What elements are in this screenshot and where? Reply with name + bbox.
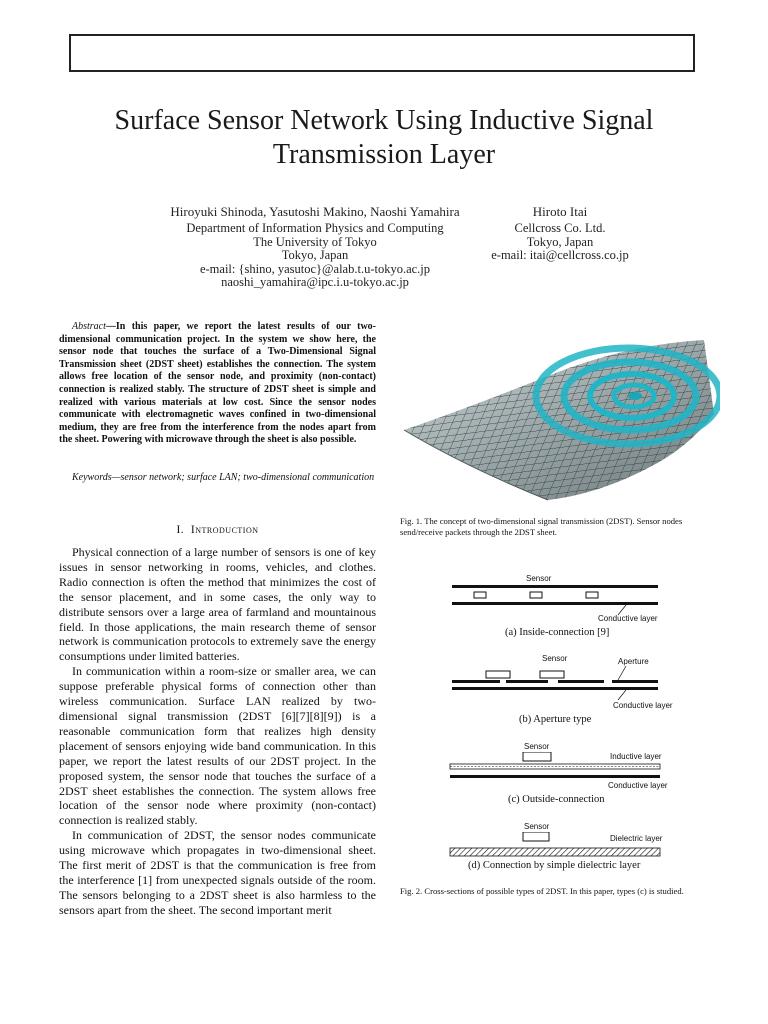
fig2a-sensor-label: Sensor: [526, 574, 552, 583]
author-dept: Department of Information Physics and Computing: [186, 221, 444, 235]
abstract-label: Abstract: [72, 321, 106, 332]
author-names: Hiroyuki Shinoda, Yasutoshi Makino, Naoshi Yamahira: [170, 204, 460, 219]
author-city: Tokyo, Japan: [281, 248, 349, 262]
fig2b-aperture-label: Aperture: [618, 657, 649, 666]
figure-1-caption: Fig. 1. The concept of two-dimensional signal transmission (2DST). Sensor nodes send/receive packets through the 2DST sheet.: [400, 516, 683, 537]
introduction-body: [59, 545, 376, 918]
paper-title-line1: Surface Sensor Network Using Inductive Signal: [114, 105, 654, 136]
fig2c-sensor-label: Sensor: [524, 742, 550, 751]
fig2d-caption: (d) Connection by simple dielectric layer: [468, 860, 641, 871]
author-univ: The University of Tokyo: [253, 234, 377, 249]
fig2b-sensor-label: Sensor: [542, 654, 568, 663]
author-right-company: Cellcross Co. Ltd.: [514, 221, 606, 235]
fig2c-inductive-label: Inductive layer: [610, 752, 662, 761]
author-email1: e-mail: {shino, yasutoc}@alab.t.u-tokyo.ac.jp: [199, 261, 431, 276]
fig2b-layer-label: Conductive layer: [613, 701, 673, 710]
fig2c-layer-label: Conductive layer: [608, 781, 668, 790]
paper-title-line2: Transmission Layer: [272, 139, 496, 170]
section-number: I.: [176, 524, 185, 536]
author-right-email: e-mail: itai@cellcross.co.jp: [491, 248, 629, 262]
fig2d-sensor-label: Sensor: [524, 822, 550, 831]
header-box: [69, 34, 695, 72]
fig2a-layer-label: Conductive layer: [598, 614, 658, 623]
fig2d-cross-section: [448, 832, 688, 862]
author-email2: naoshi_yamahira@ipc.i.u-tokyo.ac.jp: [221, 275, 409, 289]
abstract: [59, 321, 376, 447]
section-title: Introduction: [190, 524, 259, 536]
fig2a-caption: (a) Inside-connection [9]: [505, 627, 610, 638]
intro-paragraph: In communication within a room-size or smaller area, we can suppose preferable physical forms of connection other than wireless communication. Surface LAN realized by two-dimensional signal transmission (2DST [6][7][8][9]) is a reasonable communication form that realizes high density placement of sensors enjoying wide band communication. In this paper, we report the latest results of our 2DST project. In the proposed system, the sensor node that touches the surface of a 2DST sheet establishes the connection. The system allows free location of the sensor node where proximity (non-contact) connection is realized stably.: [59, 664, 376, 828]
intro-paragraph: In communication of 2DST, the sensor nodes communicate using microwave which propagates in two-dimensional sheet. The first merit of 2DST is that the communication is free from the interference [1] from unexpected signals outside of the room. The sensors belonging to a 2DST sheet is also harmless to the sensors apart from the sheet. The second important merit: [59, 828, 376, 917]
fig2c-caption: (c) Outside-connection: [508, 794, 605, 805]
fig2c-cross-section: [448, 752, 688, 782]
figure-1-sheet-illustration: [398, 318, 720, 504]
fig2b-cross-section: [450, 666, 690, 702]
keywords: Keywords—sensor network; surface LAN; two-dimensional communication: [72, 472, 375, 483]
section-heading: [59, 524, 376, 536]
figure-2-caption: Fig. 2. Cross-sections of possible types of 2DST. In this paper, types (c) is studied.: [400, 886, 684, 896]
abstract-text: In this paper, we report the latest results of our two-dimensional communication project. In the system we show here, the sensor node that touches the surface of a Two-Dimensional Signal Transmission sheet (2DST sheet) establishes the connection. The system allows free location of the sensor node, and proximity (non-contact) connection is realized stably. The structure of 2DST sheet is simple and realized with various materials at low cost. Since the sensor nodes communicate with electromagnetic waves confined in two-dimensional medium, they are free from the interference from the nodes apart from the sheet. Powering with microwave through the sheet is also possible.: [59, 321, 376, 446]
author-right-name: Hiroto Itai: [532, 204, 588, 219]
author-right-city: Tokyo, Japan: [526, 234, 594, 249]
intro-paragraph: Physical connection of a large number of sensors is one of key issues in sensor networking in rooms, vehicles, and clothes. Radio connection is often the method that minimizes the cost of the sensor placement, and in some cases, the only way to distribute sensors over a large area of farmland and mountainous field. In those applications, the main research theme of sensor network is communication protocols to extremely save the energy consumptions under limited batteries.: [59, 545, 376, 664]
abstract-dash: —: [105, 321, 116, 332]
fig2d-dielectric-label: Dielectric layer: [610, 834, 663, 843]
fig2b-caption: (b) Aperture type: [519, 714, 592, 725]
